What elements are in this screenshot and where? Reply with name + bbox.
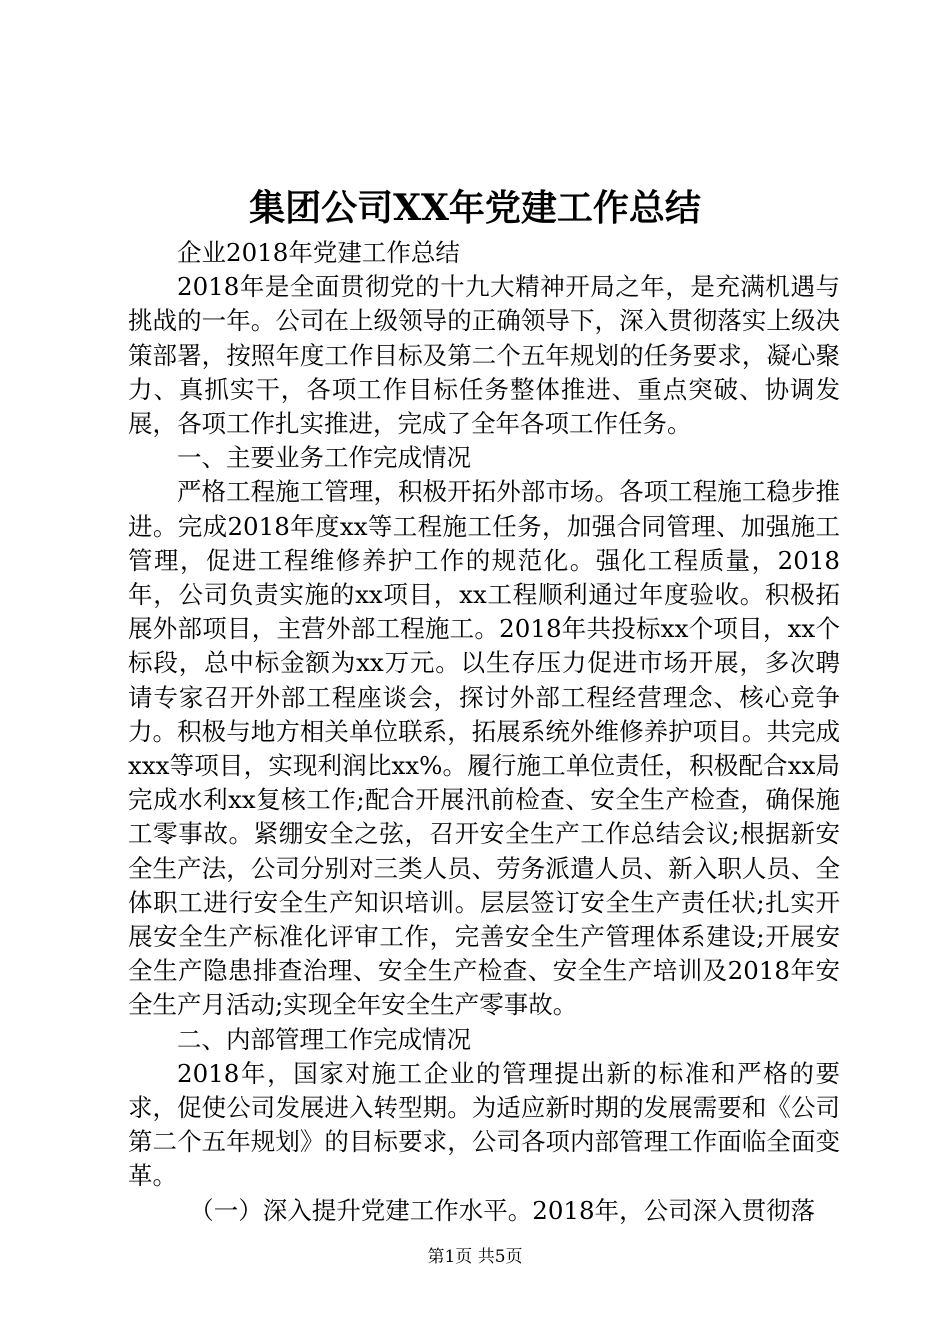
section-heading-2: 二、内部管理工作完成情况 [177, 1024, 471, 1054]
paragraph-intro: 2018年是全面贯彻党的十九大精神开局之年，是充满机遇与挑战的一年。公司在上级领导的正确领导下，深入贯彻落实上级决策部署，按照年度工作目标及第二个五年规划的任务要求，凝心聚力、真抓实干，各项工作目标任务整体推进、重点突破、协调发展，各项工作扎实推进，完成了全年各项工作任务。 [128, 272, 840, 439]
page-number: 第1页 共5页 [427, 1247, 523, 1267]
document-body [128, 236, 840, 1228]
paragraph-management: 2018年，国家对施工企业的管理提出新的标准和严格的要求，促使公司发展进入转型期。为适应新时期的发展需要和《公司第二个五年规划》的目标要求，公司各项内部管理工作面临全面变革。 [128, 1058, 840, 1191]
paragraph-party-building: （一）深入提升党建工作水平。2018年，公司深入贯彻落 [189, 1195, 816, 1225]
section-heading-1: 一、主要业务工作完成情况 [177, 443, 471, 473]
paragraph-business: 严格工程施工管理，积极开拓外部市场。各项工程施工稳步推进。完成2018年度xx等工程施工任务，加强合同管理、加强施工管理，促进工程维修养护工作的规范化。强化工程质量，2018年，公司负责实施的xx项目，xx工程顺利通过年度验收。积极拓展外部项目，主营外部工程施工。2018年共投标xx个项目，xx个标段，总中标金额为xx万元。以生存压力促进市场开展，多次聘请专家召开外部工程座谈会，探讨外部工程经营理念、核心竞争力。积极与地方相关单位联系，拓展系统外维修养护项目。共完成xxx等项目，实现利润比xx%。履行施工单位责任，积极配合xx局完成水利xx复核工作;配合开展汛前检查、安全生产检查，确保施工零事故。紧绷安全之弦，召开安全生产工作总结会议;根据新安全生产法，公司分别对三类人员、劳务派遣人员、新入职人员、全体职工进行安全生产知识培训。层层签订安全生产责任状;扎实开展安全生产标准化评审工作，完善安全生产管理体系建设;开展安全生产隐患排查治理、安全生产检查、安全生产培训及2018年安全生产月活动;实现全年安全生产零事故。 [128, 477, 840, 1020]
document-title: 集团公司XX年党建工作总结 [249, 187, 701, 229]
paragraph-subtitle: 企业2018年党建工作总结 [177, 238, 460, 267]
